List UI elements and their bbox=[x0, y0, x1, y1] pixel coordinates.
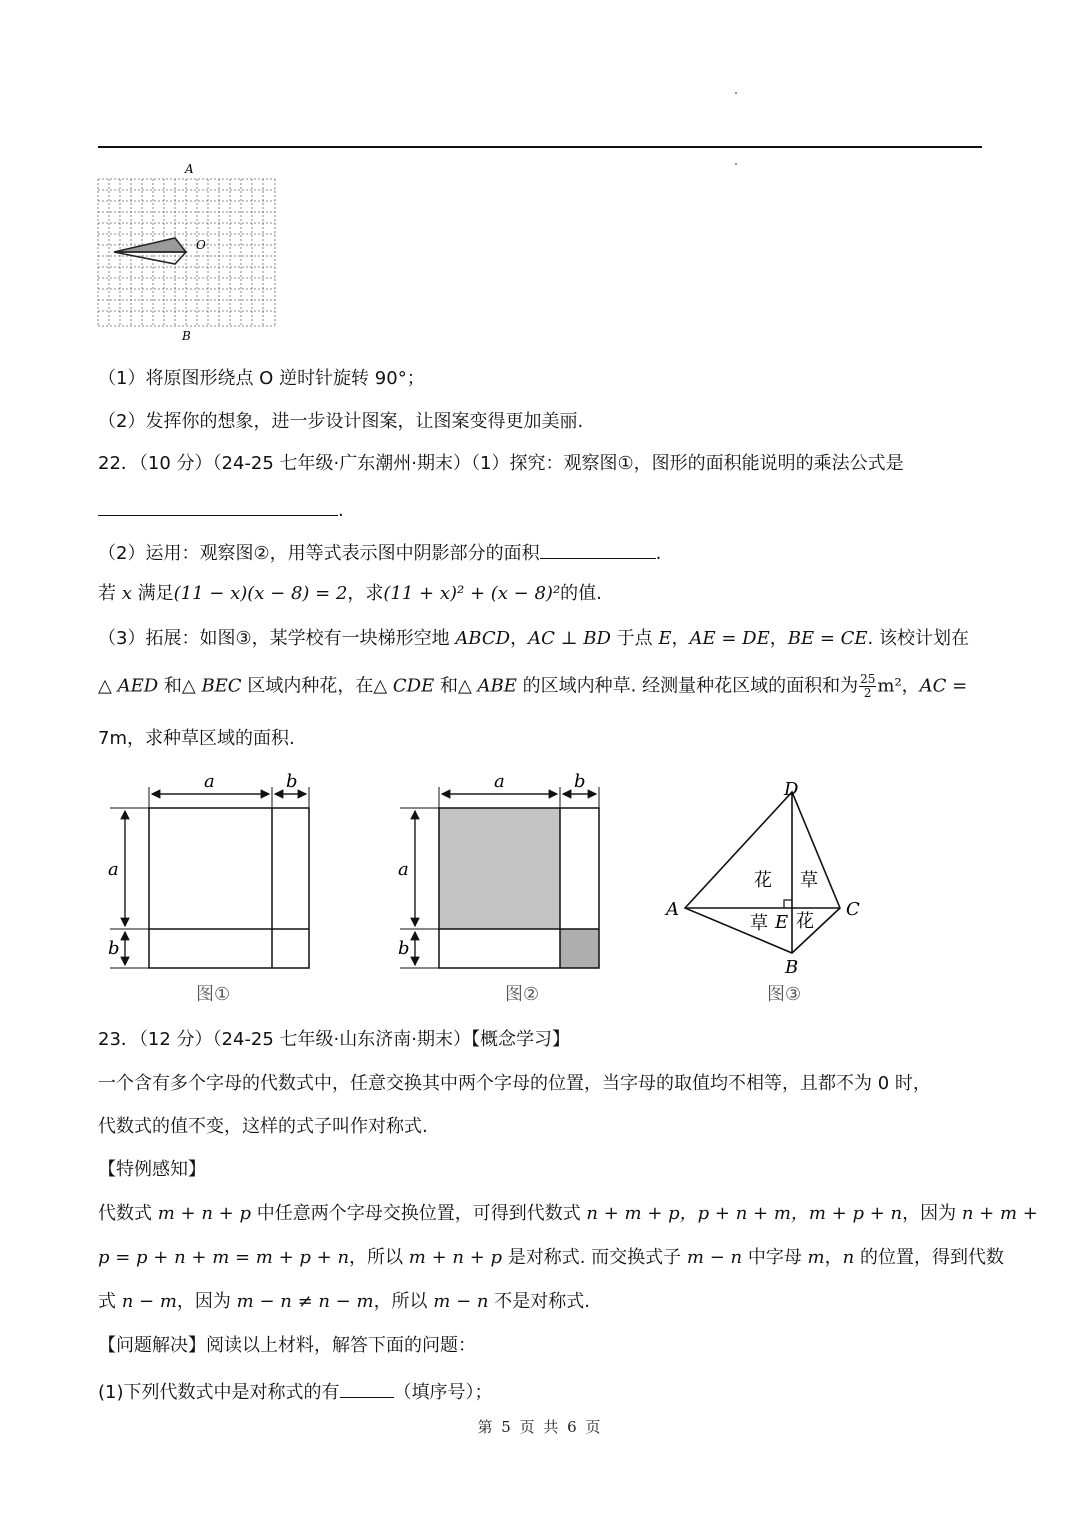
q23-sub1: (1)下列代数式中是对称式的有 （填序号）； bbox=[98, 1377, 493, 1406]
q22-part3-line1: （3）拓展：如图③，某学校有一块梯形空地 ABCD，AC ⊥ BD 于点 E，AE = DE，BE = CE. 该校计划在 bbox=[98, 628, 969, 649]
answer-blank[interactable] bbox=[98, 495, 338, 516]
fig1-caption: 图① bbox=[196, 984, 231, 1005]
fig3-caption: 图③ bbox=[767, 984, 802, 1005]
label-a: a bbox=[204, 771, 215, 792]
grid-label-o: O bbox=[196, 238, 206, 252]
q22-part3-line3: 7m，求种草区域的面积. bbox=[98, 728, 295, 749]
label-a: a bbox=[398, 859, 409, 880]
header-rule bbox=[98, 146, 982, 148]
region-flower: 花 bbox=[796, 911, 814, 932]
figure-2 bbox=[390, 765, 615, 975]
region-grass: 草 bbox=[800, 870, 818, 891]
q22-part1-answer-line: . bbox=[98, 495, 344, 524]
label-b: b bbox=[398, 938, 410, 959]
q23-example-title: 【特例感知】 bbox=[98, 1159, 206, 1180]
point-e: E bbox=[775, 912, 789, 933]
q21-part2: （2）发挥你的想象，进一步设计图案，让图案变得更加美丽. bbox=[98, 411, 584, 432]
figure-3 bbox=[660, 775, 870, 980]
region-grass: 草 bbox=[750, 913, 768, 934]
q22-part3-line2: △ AED 和△ BEC 区域内种花，在△ CDE 和△ ABE 的区域内种草. 经测量种花区域的面积和为 $\frac{25}{2}$ m²，AC = bbox=[98, 672, 968, 700]
grid-label-b: B bbox=[182, 329, 191, 343]
q23-def-line1: 一个含有多个字母的代数式中，任意交换其中两个字母的位置，当字母的取值均不相等，且都不为 0 时， bbox=[98, 1073, 931, 1094]
figure-1 bbox=[100, 765, 325, 975]
q22-part2: （2）运用：观察图②，用等式表示图中阴影部分的面积 . bbox=[98, 538, 661, 567]
q23-problem-title: 【问题解决】阅读以上材料，解答下面的问题： bbox=[98, 1335, 476, 1356]
label-b: b bbox=[108, 938, 120, 959]
q23-example-line1: 代数式 m + n + p 中任意两个字母交换位置，可得到代数式 n + m + p，p + n + m，m + p + n，因为 n + m + bbox=[98, 1203, 1038, 1224]
region-flower: 花 bbox=[754, 870, 772, 891]
scan-speck bbox=[735, 92, 737, 94]
grid-label-a: A bbox=[185, 162, 194, 176]
page-footer: 第 5 页 共 6 页 bbox=[477, 1418, 603, 1436]
q23-def-line2: 代数式的值不变，这样的式子叫作对称式. bbox=[98, 1116, 428, 1137]
label-a: a bbox=[108, 859, 119, 880]
point-a: A bbox=[666, 899, 679, 920]
label-b: b bbox=[286, 771, 298, 792]
point-c: C bbox=[846, 899, 860, 920]
q23-example-line2: p = p + n + m = m + p + n，所以 m + n + p 是对称式. 而交换式子 m − n 中字母 m，n 的位置，得到代数 bbox=[98, 1247, 1004, 1268]
grid-figure bbox=[90, 160, 290, 350]
fig2-caption: 图② bbox=[505, 984, 540, 1005]
q21-part1: （1）将原图形绕点 O 逆时针旋转 90°； bbox=[98, 368, 425, 389]
point-d: D bbox=[784, 779, 799, 800]
q23-example-line3: 式 n − m，因为 m − n ≠ n − m，所以 m − n 不是对称式. bbox=[98, 1291, 590, 1312]
label-a: a bbox=[494, 771, 505, 792]
label-b: b bbox=[574, 771, 586, 792]
scan-speck bbox=[735, 163, 737, 165]
q23-header: 23．（12 分）（24-25 七年级·山东济南·期末）【概念学习】 bbox=[98, 1029, 570, 1050]
point-b: B bbox=[785, 957, 799, 978]
fraction-25-2: $\frac{25}{2}$ bbox=[860, 672, 876, 700]
answer-blank[interactable] bbox=[340, 1377, 394, 1398]
q22-given: 若 x 满足(11 − x)(x − 8) = 2，求(11 + x)² + (x − 8)²的值. bbox=[98, 583, 602, 604]
q22-header: 22．（10 分）（24-25 七年级·广东潮州·期末）（1）探究：观察图①，图形的面积能说明的乘法公式是 bbox=[98, 453, 904, 474]
answer-blank[interactable] bbox=[540, 538, 656, 559]
